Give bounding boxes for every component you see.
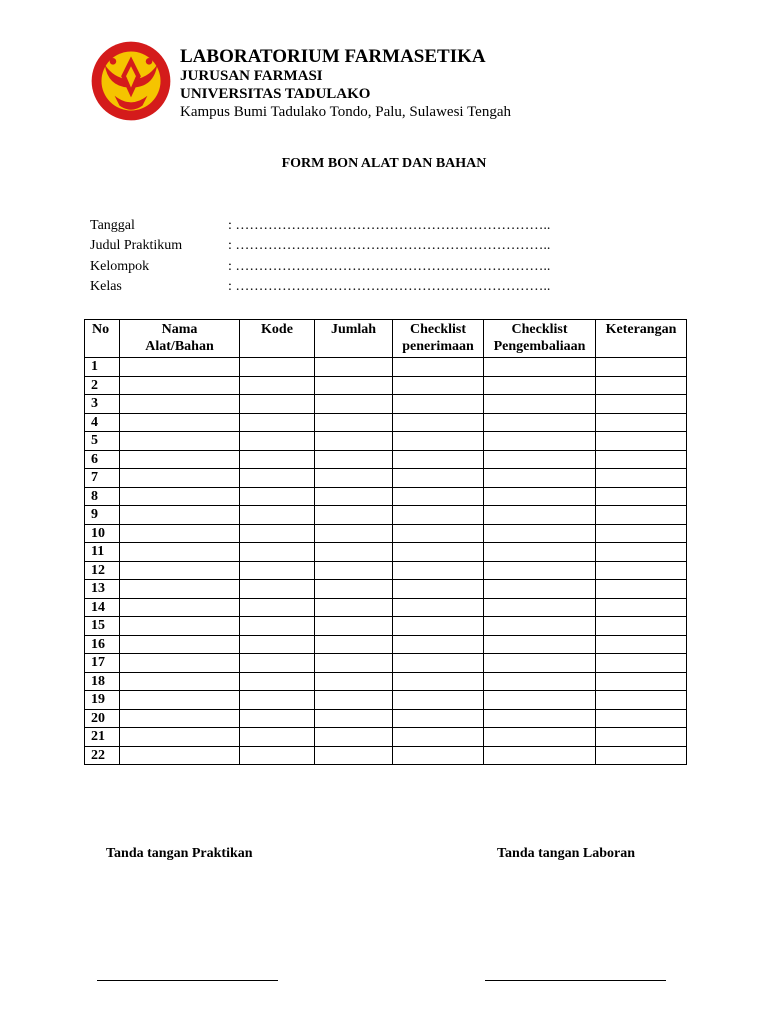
table-row	[85, 376, 687, 395]
table-cell[interactable]	[484, 487, 596, 506]
table-cell[interactable]	[315, 580, 393, 599]
field-label: Tanggal	[90, 218, 135, 233]
col-header-keterangan: Keterangan	[596, 320, 687, 358]
row-number: 8	[85, 487, 120, 506]
table-cell[interactable]	[240, 709, 315, 728]
table-cell[interactable]	[484, 413, 596, 432]
table-cell[interactable]	[315, 543, 393, 562]
table-cell[interactable]	[596, 691, 687, 710]
table-row	[85, 561, 687, 580]
table-row	[85, 413, 687, 432]
table-row	[85, 691, 687, 710]
table-cell[interactable]	[120, 543, 240, 562]
table-cell[interactable]	[240, 506, 315, 525]
table-cell[interactable]	[596, 358, 687, 377]
table-cell[interactable]	[240, 469, 315, 488]
field-kelompok[interactable]	[90, 259, 550, 275]
field-judul-praktikum[interactable]	[90, 238, 550, 254]
col-header-checklist-pengembalian: Checklist Pengembaliaan	[484, 320, 596, 358]
table-row	[85, 543, 687, 562]
table-cell[interactable]	[240, 395, 315, 414]
table-cell[interactable]	[484, 432, 596, 451]
table-cell[interactable]	[393, 580, 484, 599]
table-row	[85, 469, 687, 488]
table-cell[interactable]	[393, 524, 484, 543]
table-cell[interactable]	[484, 598, 596, 617]
table-cell[interactable]	[120, 654, 240, 673]
table-cell[interactable]	[315, 672, 393, 691]
table-row	[85, 395, 687, 414]
table-cell[interactable]	[596, 598, 687, 617]
bon-table	[84, 319, 687, 765]
row-number: 9	[85, 506, 120, 525]
campus-address: Kampus Bumi Tadulako Tondo, Palu, Sulawesi Tengah	[180, 104, 511, 120]
row-number: 16	[85, 635, 120, 654]
table-row	[85, 746, 687, 765]
field-tanggal[interactable]	[90, 218, 550, 234]
row-number: 10	[85, 524, 120, 543]
table-cell[interactable]	[596, 395, 687, 414]
table-cell[interactable]	[393, 432, 484, 451]
table-cell[interactable]	[596, 413, 687, 432]
table-cell[interactable]	[393, 450, 484, 469]
table-cell[interactable]	[393, 654, 484, 673]
table-cell[interactable]	[484, 691, 596, 710]
table-cell[interactable]	[484, 617, 596, 636]
university-logo-icon	[90, 40, 172, 122]
row-number: 1	[85, 358, 120, 377]
table-cell[interactable]	[393, 561, 484, 580]
table-cell[interactable]	[315, 376, 393, 395]
table-cell[interactable]	[240, 413, 315, 432]
table-cell[interactable]	[596, 506, 687, 525]
row-number: 21	[85, 728, 120, 747]
signature-line-laboran[interactable]	[485, 980, 666, 981]
table-cell[interactable]	[120, 487, 240, 506]
table-cell[interactable]	[240, 635, 315, 654]
table-cell[interactable]	[393, 617, 484, 636]
table-row	[85, 654, 687, 673]
table-cell[interactable]	[240, 543, 315, 562]
row-number: 11	[85, 543, 120, 562]
table-row	[85, 709, 687, 728]
table-cell[interactable]	[240, 561, 315, 580]
table-cell[interactable]	[596, 728, 687, 747]
table-cell[interactable]	[315, 561, 393, 580]
field-blank[interactable]: : …………………………………………………………..	[228, 218, 551, 233]
col-header-checklist-penerimaan: Checklist penerimaan	[393, 320, 484, 358]
table-cell[interactable]	[315, 506, 393, 525]
table-cell[interactable]	[484, 543, 596, 562]
table-cell[interactable]	[393, 709, 484, 728]
table-cell[interactable]	[240, 746, 315, 765]
table-cell[interactable]	[393, 506, 484, 525]
field-blank[interactable]: : …………………………………………………………..	[228, 238, 551, 253]
field-blank[interactable]: : …………………………………………………………..	[228, 259, 551, 274]
table-cell[interactable]	[240, 524, 315, 543]
table-cell[interactable]	[596, 617, 687, 636]
signature-line-praktikan[interactable]	[97, 980, 278, 981]
table-cell[interactable]	[120, 672, 240, 691]
table-cell[interactable]	[120, 746, 240, 765]
table-cell[interactable]	[484, 728, 596, 747]
table-cell[interactable]	[120, 469, 240, 488]
table-cell[interactable]	[393, 635, 484, 654]
table-cell[interactable]	[596, 543, 687, 562]
table-cell[interactable]	[315, 598, 393, 617]
table-cell[interactable]	[393, 413, 484, 432]
table-cell[interactable]	[120, 450, 240, 469]
table-cell[interactable]	[315, 487, 393, 506]
table-cell[interactable]	[240, 450, 315, 469]
table-cell[interactable]	[393, 376, 484, 395]
table-cell[interactable]	[596, 487, 687, 506]
table-cell[interactable]	[484, 709, 596, 728]
table-row	[85, 672, 687, 691]
table-cell[interactable]	[484, 672, 596, 691]
table-cell[interactable]	[484, 746, 596, 765]
table-row	[85, 450, 687, 469]
table-cell[interactable]	[393, 469, 484, 488]
table-cell[interactable]	[120, 728, 240, 747]
table-row	[85, 635, 687, 654]
university-name: UNIVERSITAS TADULAKO	[180, 86, 371, 102]
col-header-jumlah: Jumlah	[315, 320, 393, 358]
col-header-kode: Kode	[240, 320, 315, 358]
table-cell[interactable]	[596, 580, 687, 599]
table-cell[interactable]	[120, 358, 240, 377]
table-cell[interactable]	[120, 524, 240, 543]
table-cell[interactable]	[315, 728, 393, 747]
table-cell[interactable]	[315, 709, 393, 728]
table-cell[interactable]	[120, 376, 240, 395]
row-number: 17	[85, 654, 120, 673]
col-header-nama: Nama Alat/Bahan	[120, 320, 240, 358]
table-cell[interactable]	[484, 450, 596, 469]
table-cell[interactable]	[484, 654, 596, 673]
table-row	[85, 728, 687, 747]
field-label: Kelas	[90, 279, 122, 294]
table-cell[interactable]	[393, 395, 484, 414]
field-kelas[interactable]	[90, 279, 550, 295]
table-cell[interactable]	[484, 506, 596, 525]
lab-title: LABORATORIUM FARMASETIKA	[180, 46, 486, 67]
row-number: 20	[85, 709, 120, 728]
table-cell[interactable]	[596, 450, 687, 469]
table-cell[interactable]	[393, 598, 484, 617]
table-cell[interactable]	[596, 469, 687, 488]
table-cell[interactable]	[393, 543, 484, 562]
table-cell[interactable]	[315, 746, 393, 765]
table-cell[interactable]	[315, 469, 393, 488]
table-cell[interactable]	[120, 506, 240, 525]
table-cell[interactable]	[315, 450, 393, 469]
row-number: 13	[85, 580, 120, 599]
table-row	[85, 432, 687, 451]
table-cell[interactable]	[596, 561, 687, 580]
table-cell[interactable]	[240, 432, 315, 451]
table-cell[interactable]	[120, 413, 240, 432]
table-cell[interactable]	[596, 709, 687, 728]
table-cell[interactable]	[596, 635, 687, 654]
table-row	[85, 506, 687, 525]
field-label: Kelompok	[90, 259, 150, 274]
form-title: FORM BON ALAT DAN BAHAN	[281, 156, 487, 171]
row-number: 3	[85, 395, 120, 414]
table-cell[interactable]	[315, 524, 393, 543]
table-cell[interactable]	[315, 617, 393, 636]
table-row	[85, 524, 687, 543]
table-cell[interactable]	[315, 691, 393, 710]
table-cell[interactable]	[240, 598, 315, 617]
table-cell[interactable]	[596, 524, 687, 543]
table-row	[85, 487, 687, 506]
table-cell[interactable]	[240, 672, 315, 691]
table-cell[interactable]	[596, 746, 687, 765]
department-name: JURUSAN FARMASI	[180, 68, 323, 84]
table-cell[interactable]	[393, 672, 484, 691]
table-row	[85, 598, 687, 617]
table-cell[interactable]	[315, 432, 393, 451]
table-cell[interactable]	[393, 691, 484, 710]
table-cell[interactable]	[484, 395, 596, 414]
table-cell[interactable]	[596, 376, 687, 395]
table-row	[85, 580, 687, 599]
table-cell[interactable]	[315, 395, 393, 414]
table-row	[85, 358, 687, 377]
table-cell[interactable]	[484, 580, 596, 599]
table-cell[interactable]	[484, 469, 596, 488]
table-cell[interactable]	[240, 487, 315, 506]
table-cell[interactable]	[315, 654, 393, 673]
table-cell[interactable]	[484, 376, 596, 395]
field-blank[interactable]: : …………………………………………………………..	[228, 279, 551, 294]
table-cell[interactable]	[596, 432, 687, 451]
table-cell[interactable]	[120, 617, 240, 636]
table-cell[interactable]	[393, 746, 484, 765]
row-number: 5	[85, 432, 120, 451]
table-cell[interactable]	[315, 413, 393, 432]
table-cell[interactable]	[120, 561, 240, 580]
row-number: 19	[85, 691, 120, 710]
col-header-no: No	[85, 320, 120, 358]
table-cell[interactable]	[315, 635, 393, 654]
table-cell[interactable]	[393, 728, 484, 747]
table-cell[interactable]	[240, 617, 315, 636]
table-row	[85, 617, 687, 636]
table-cell[interactable]	[315, 358, 393, 377]
row-number: 22	[85, 746, 120, 765]
signature-label-laboran: Tanda tangan Laboran	[497, 846, 635, 861]
table-cell[interactable]	[120, 432, 240, 451]
table-cell[interactable]	[484, 561, 596, 580]
table-cell[interactable]	[484, 358, 596, 377]
table-cell[interactable]	[240, 654, 315, 673]
table-header-row	[85, 320, 687, 358]
signature-label-praktikan: Tanda tangan Praktikan	[106, 846, 253, 861]
field-label: Judul Praktikum	[90, 238, 183, 253]
table-cell[interactable]	[120, 709, 240, 728]
table-cell[interactable]	[120, 580, 240, 599]
row-number: 14	[85, 598, 120, 617]
row-number: 6	[85, 450, 120, 469]
table-cell[interactable]	[240, 728, 315, 747]
row-number: 7	[85, 469, 120, 488]
table-cell[interactable]	[120, 635, 240, 654]
row-number: 18	[85, 672, 120, 691]
table-cell[interactable]	[596, 654, 687, 673]
table-cell[interactable]	[484, 524, 596, 543]
table-cell[interactable]	[120, 395, 240, 414]
table-cell[interactable]	[240, 358, 315, 377]
row-number: 15	[85, 617, 120, 636]
table-cell[interactable]	[120, 691, 240, 710]
row-number: 2	[85, 376, 120, 395]
table-cell[interactable]	[393, 487, 484, 506]
table-cell[interactable]	[240, 580, 315, 599]
table-cell[interactable]	[484, 635, 596, 654]
row-number: 4	[85, 413, 120, 432]
table-cell[interactable]	[596, 672, 687, 691]
table-cell[interactable]	[120, 598, 240, 617]
table-cell[interactable]	[240, 691, 315, 710]
row-number: 12	[85, 561, 120, 580]
table-cell[interactable]	[393, 358, 484, 377]
table-cell[interactable]	[240, 376, 315, 395]
